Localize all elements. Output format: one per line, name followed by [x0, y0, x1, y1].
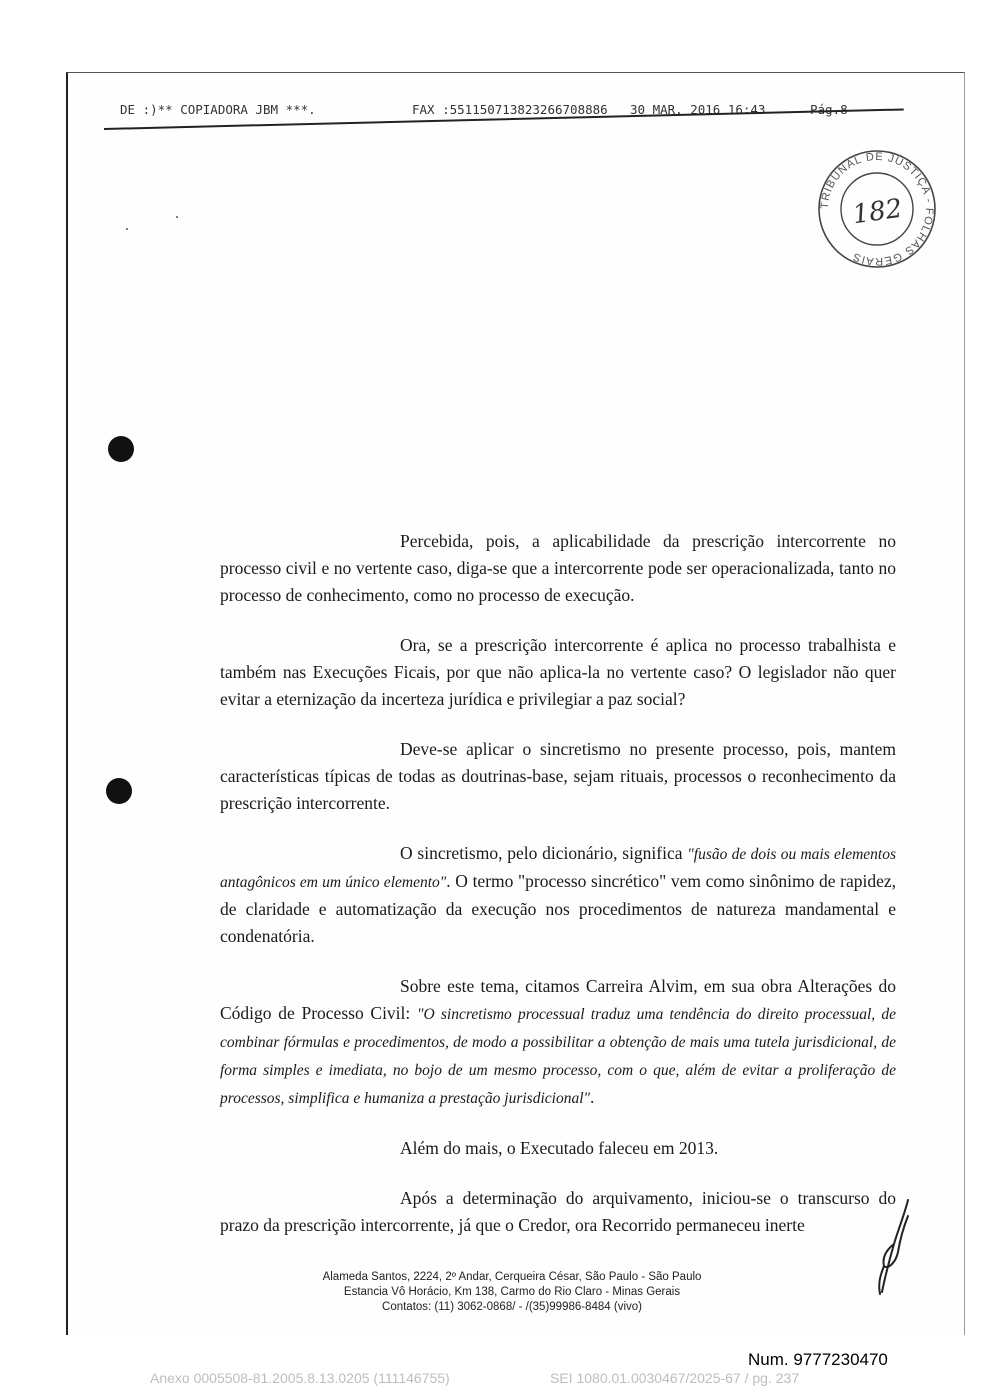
fax-page: Pág.8: [810, 102, 848, 117]
punch-hole-top: [108, 436, 134, 462]
paragraph: Percebida, pois, a aplicabilidade da prescrição intercorrente no processo civil e no vertente caso, diga-se que a intercorrente pode ser operacionalizada, tanto no processo de conhecimento, como no processo de execução.: [220, 531, 896, 605]
paragraph-text: Sobre este tema, citamos Carreira Alvim, em sua obra Alterações do Código de Processo Civil:: [220, 976, 896, 1023]
document-number: Num. 9777230470: [748, 1350, 888, 1369]
paragraph: Deve-se aplicar o sincretismo no presente processo, pois, mantem características típicas de todas as doutrinas-base, sejam rituais, processos o reconhecimento da prescrição intercorrente.: [220, 739, 896, 813]
paragraph-text: .: [590, 1087, 595, 1107]
footer-line: Estancia Vô Horácio, Km 138, Carmo do Rio Claro - Minas Gerais: [343, 1286, 681, 1298]
scan-speck: [126, 228, 128, 230]
court-seal-stamp: [816, 148, 938, 270]
fax-number: FAX :551150713823266708886: [412, 102, 608, 117]
fax-sender: DE :)** COPIADORA JBM ***.: [120, 102, 316, 117]
footer-line: Alameda Santos, 2224, 2º Andar, Cerqueira César, São Paulo - São Paulo: [322, 1271, 702, 1283]
fax-datetime: 30 MAR. 2016 16:43: [630, 102, 766, 117]
document-body: [220, 528, 896, 1239]
seal-ring-text: TRIBUNAL DE JUSTIÇA - FOLHAS GERAIS: [818, 150, 936, 268]
paragraph-text: . O termo "processo sincrético" vem como sinônimo de rapidez, de claridade e automatização da execução nos procedimentos de natureza mandamental e condenatória.: [220, 871, 896, 946]
punch-hole-bottom: [106, 778, 132, 804]
paragraph-citation: [220, 973, 896, 1112]
paragraph: Além do mais, o Executado faleceu em 2013.: [400, 1138, 719, 1158]
paragraph-sincretismo: [220, 840, 896, 950]
dictionary-quote: "fusão de dois ou mais elementos antagônicos em um único elemento": [220, 846, 897, 891]
annex-reference: Anexo 0005508-81.2005.8.13.0205 (111146755): [150, 1370, 450, 1386]
paragraph: Ora, se a prescrição intercorrente é aplica no processo trabalhista e também nas Execuções Ficais, por que não aplica-la no vertente caso? O legislador não quer evitar a eternização da incerteza jurídica e privilegiar a paz social?: [220, 635, 896, 709]
footer-address: [300, 1270, 724, 1315]
footer-contacts: Contatos: (11) 3062-0868/ - /(35)99986-8484 (vivo): [382, 1301, 642, 1313]
seal-sheet-number: 182: [850, 193, 905, 231]
carreira-alvim-quote: "O sincretismo processual traduz uma tendência do direito processual, de combinar fórmulas e procedimentos, de modo a possibilitar a obtenção de mais uma tutela jurisdicional, de forma simples e imediata, no bojo de um mesmo processo, com o que, além de evitar a proliferação de processos, simplifica e humaniza a prestação jurisdicional": [220, 1006, 896, 1107]
paragraph: Após a determinação do arquivamento, iniciou-se o transcurso do prazo da prescrição intercorrente, já que o Credor, ora Recorrido permaneceu inerte: [220, 1188, 896, 1235]
scan-speck: [176, 216, 178, 218]
paragraph-text: O sincretismo, pelo dicionário, significa: [400, 843, 688, 863]
sei-reference: SEI 1080.01.0030467/2025-67 / pg. 237: [550, 1370, 800, 1386]
handwritten-signature: [868, 1196, 918, 1296]
